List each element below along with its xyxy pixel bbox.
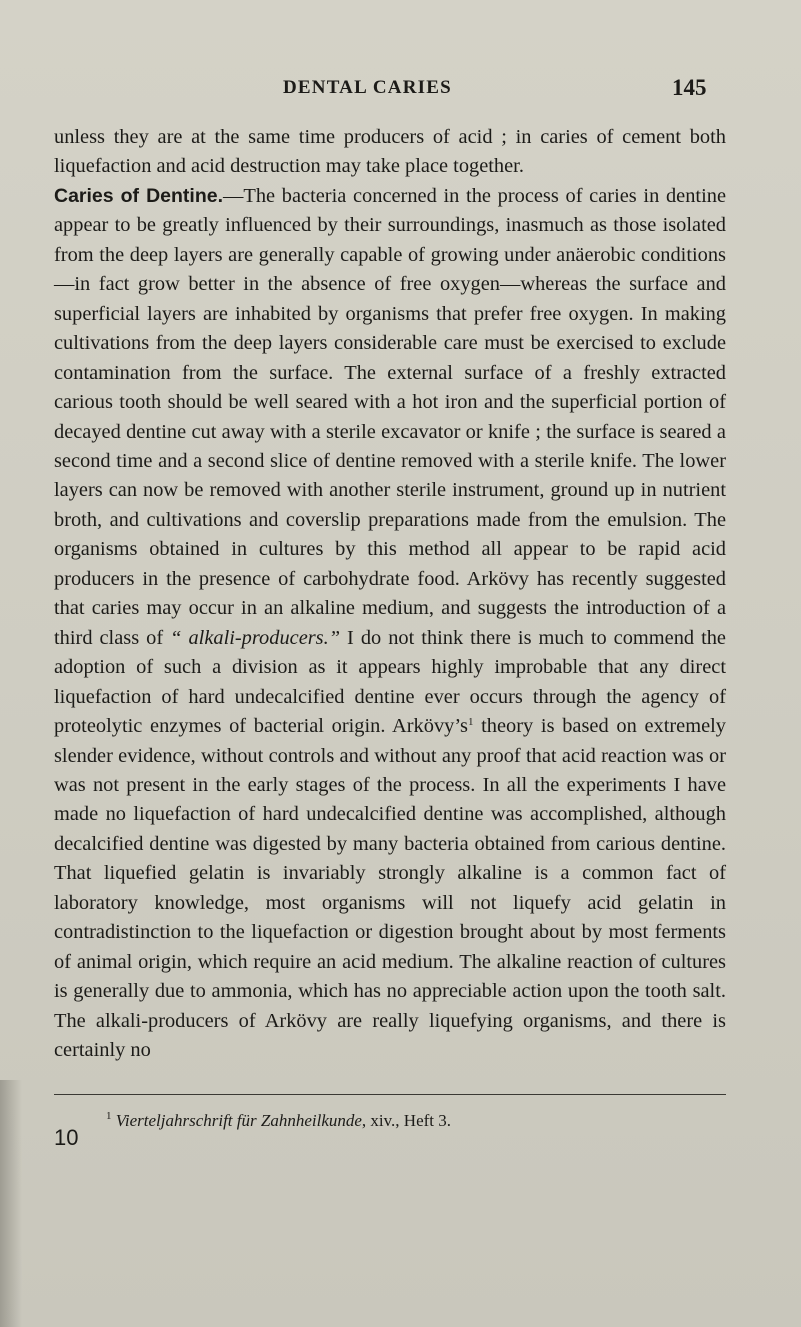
- signature-mark: 10: [54, 1125, 79, 1150]
- paragraph-text-1: —The bacteria concerned in the process of caries in dentine appear to be greatly influenced by their surroundings, inasmuch as those isolated from the deep layers are generally capable of growing under anäerobic conditions—in fact grow better in the absence of free oxygen—whereas the surface and superficial layers are inhabited by organisms that prefer free oxygen. In making cultivations from the deep layers considerable care must be exercised to exclude contamination from the surface. The external surface of a freshly extracted carious tooth should be well seared with a hot iron and the superficial portion of decayed dentine cut away with a sterile excavator or knife ; the surface is seared a second time and a second slice of dentine removed with a sterile knife. The lower layers can now be removed with another sterile instrument, ground up in nutrient broth, and cultivations and coverslip preparations made from the emulsion. The organisms obtained in cultures by this method all appear to be rapid acid producers in the presence of carbohydrate food. Arkövy has recently suggested that caries may occur in an alkaline medium, and suggests the introduction of a third class of: [54, 184, 726, 649]
- footnote: [106, 1110, 451, 1132]
- footnote-details: , xiv., Heft 3.: [361, 1111, 451, 1130]
- running-head: [0, 75, 801, 103]
- page-edge-shadow: [0, 1080, 22, 1327]
- running-title: DENTAL CARIES: [283, 77, 452, 98]
- footnote-number: 1: [106, 1110, 112, 1122]
- lead-paragraph: unless they are at the same time producers of acid ; in caries of cement both liquefaction and acid destruction may take place together.: [54, 126, 726, 178]
- footnote-source: Vierteljahrschrift für Zahnheilkunde: [115, 1111, 362, 1130]
- section-heading: Caries of Dentine.: [54, 184, 223, 207]
- dentine-paragraph: [54, 182, 726, 1066]
- paragraph-text-2: I do not think there is much to commend the adoption of such a division as it appears highly improbable that any direct liquefaction of hard undecalcified dentine ever occurs through the agency of proteolytic enzymes of bacterial origin. Arkövy’s: [54, 626, 726, 738]
- footnote-marker: 1: [467, 716, 474, 729]
- page-number: 145: [672, 75, 707, 100]
- body-text: [54, 123, 726, 1066]
- paragraph-text-3: theory is based on extremely slender evidence, without controls and without any proof that acid reaction was or was not present in the early stages of the process. In all the experiments I have made no liquefaction of hard undecalcified dentine was accomplished, although decalcified dentine was digested by many bacteria obtained from carious dentine. That liquefied gelatin is invariably strongly alkaline is a common fact of laboratory knowledge, most organisms will not liquefy acid gelatin in contradistinction to the liquefaction or digestion brought about by most ferments of animal origin, which require an acid medium. The alkaline reaction of cultures is generally due to ammonia, which has no appreciable action upon the tooth salt. The alkali-producers of Arkövy are really liquefying organisms, and there is certainly no: [54, 715, 726, 1062]
- italic-term: “ alkali-producers.”: [170, 626, 341, 649]
- footnote-rule: [54, 1094, 726, 1095]
